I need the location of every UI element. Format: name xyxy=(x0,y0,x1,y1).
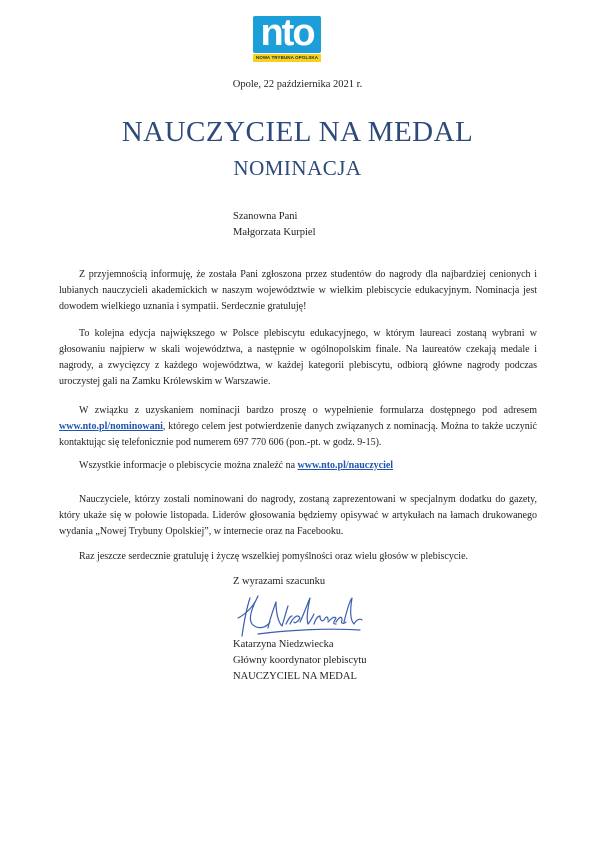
paragraph-2 xyxy=(59,326,537,390)
nauczyciel-link[interactable]: www.nto.pl/nauczyciel xyxy=(297,460,394,471)
paragraph-5-text: Nauczyciele, którzy zostali nominowani do nagrody, zostaną zaprezentowani w specjalnym dodatku do gazety, który ukaże się w połowie listopada. Liderów głosowania będziemy opisywać w artykułach na łamach drukowanego wydania „Nowej Trybuny Opolskiej”, w internecie oraz na Facebooku. xyxy=(59,494,537,537)
paragraph-6 xyxy=(59,549,537,565)
paragraph-3-text-after: , którego celem jest potwierdzenie danych związanych z nominacją. Można to także uczynić kontaktując się telefonicznie pod numerem 697 770 606 (pon.-pt. w godz. 9-15). xyxy=(59,421,537,448)
date-line: Opole, 22 października 2021 r. xyxy=(232,79,363,90)
paragraph-1 xyxy=(59,267,537,315)
signer-block xyxy=(233,637,367,685)
page-subtitle: NOMINACJA xyxy=(233,156,362,180)
paragraph-5 xyxy=(59,492,537,540)
paragraph-3-text-before: W związku z uzyskaniem nominacji bardzo proszę o wypełnienie formularza dostępnego pod adresem xyxy=(79,405,537,416)
logo-tagline: NOWA TRYBUNA OPOLSKA xyxy=(253,54,321,62)
nto-logo xyxy=(253,12,321,66)
closing-line: Z wyrazami szacunku xyxy=(233,576,326,587)
paragraph-6-text: Raz jeszcze serdecznie gratuluję i życzę wszelkiej pomyślności oraz wielu głosów w plebiscycie. xyxy=(79,551,469,562)
signer-org: NAUCZYCIEL NA MEDAL xyxy=(233,671,357,682)
logo-wordmark: nto xyxy=(260,12,314,54)
page-title: NAUCZYCIEL NA MEDAL xyxy=(121,116,474,148)
paragraph-3 xyxy=(59,403,537,451)
signer-role: Główny koordynator plebiscytu xyxy=(233,655,367,666)
salutation-line-2: Małgorzata Kurpiel xyxy=(233,227,316,238)
salutation xyxy=(233,209,316,241)
handwritten-signature xyxy=(228,592,368,642)
paragraph-4 xyxy=(59,458,537,474)
paragraph-4-text: Wszystkie informacje o plebiscycie można znaleźć na xyxy=(79,460,296,471)
paragraph-1-text: Z przyjemnością informuję, że została Pani zgłoszona przez studentów do nagrody dla najbardziej cenionych i lubianych nauczycieli akademickich w naszym województwie w wielkim plebiscycie edukacyjnym. Nominacja jest dowodem wielkiego uznania i sympatii. Serdecznie gratuluję! xyxy=(59,269,537,312)
salutation-line-1: Szanowna Pani xyxy=(233,211,298,222)
signer-name: Katarzyna Niedzwiecka xyxy=(233,639,334,650)
paragraph-2-text: To kolejna edycja największego w Polsce plebiscytu edukacyjnego, w którym laureaci zostaną wybrani w głosowaniu najpierw w skali województwa, a następnie w ogólnopolskim finale. Na laureatów czekają medale i nagrody, a zwycięzcy z każdego województwa, w każdej kategorii plebiscytu, odbiorą główne nagrody podczas uroczystej gali na Zamku Królewskim w Warszawie. xyxy=(59,328,537,387)
nominowani-link[interactable]: www.nto.pl/nominowani xyxy=(59,421,163,432)
